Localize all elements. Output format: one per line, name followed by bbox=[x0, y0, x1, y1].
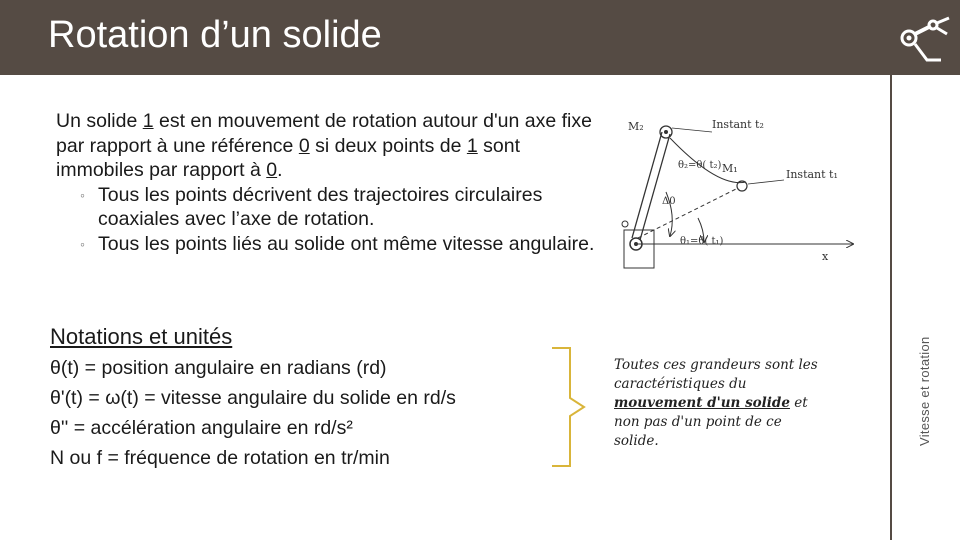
label-delta0: Δ0 bbox=[662, 196, 676, 207]
curly-bracket bbox=[548, 346, 588, 468]
notation-line: θ'' = accélération angulaire en rd/s² bbox=[50, 417, 353, 439]
bullet-item: ◦ Tous les points liés au solide ont même vitesse angulaire. bbox=[80, 232, 595, 255]
notations-list bbox=[50, 353, 456, 473]
notation-line: θ(t) = position angulaire en radians (rd) bbox=[50, 357, 387, 379]
bullet-circle-icon: ◦ bbox=[80, 186, 85, 203]
label-m1: M₁ bbox=[722, 162, 738, 175]
intro-text bbox=[56, 109, 596, 256]
label-x: x bbox=[822, 250, 829, 263]
label-instant-t2: Instant t₂ bbox=[712, 118, 764, 131]
side-note: Toutes ces grandeurs sont les caractéristiques du mouvement d'un solide et non pas d'un point de ce solide. bbox=[614, 357, 818, 449]
side-label: Vitesse et rotation bbox=[917, 336, 932, 446]
rotation-diagram bbox=[608, 108, 868, 273]
label-m2: M₂ bbox=[628, 120, 644, 133]
sidebar-strip bbox=[890, 0, 960, 540]
label-theta1: θ₁=θ( t₁) bbox=[680, 236, 724, 247]
slide-title: Rotation d’un solide bbox=[48, 14, 382, 56]
label-theta2: θ₂=θ( t₂) bbox=[678, 160, 722, 171]
notation-line: N ou f = fréquence de rotation en tr/min bbox=[50, 447, 390, 469]
bullet-circle-icon: ◦ bbox=[80, 235, 85, 252]
robot-arm-icon bbox=[897, 10, 955, 66]
bullet-item: ◦ Tous les points décrivent des trajectoires circulaires coaxiales avec l’axe de rotation. bbox=[80, 183, 543, 230]
title-bar bbox=[0, 0, 890, 75]
notations-heading: Notations et unités bbox=[50, 324, 233, 349]
notation-line: θ'(t) = ω(t) = vitesse angulaire du solide en rd/s bbox=[50, 387, 456, 409]
intro-paragraph: Un solide 1 est en mouvement de rotation autour d'un axe fixe par rapport à une référence 0 si deux points de 1 sont immobiles par rapport à 0. bbox=[56, 110, 592, 181]
label-instant-t1: Instant t₁ bbox=[786, 168, 838, 181]
